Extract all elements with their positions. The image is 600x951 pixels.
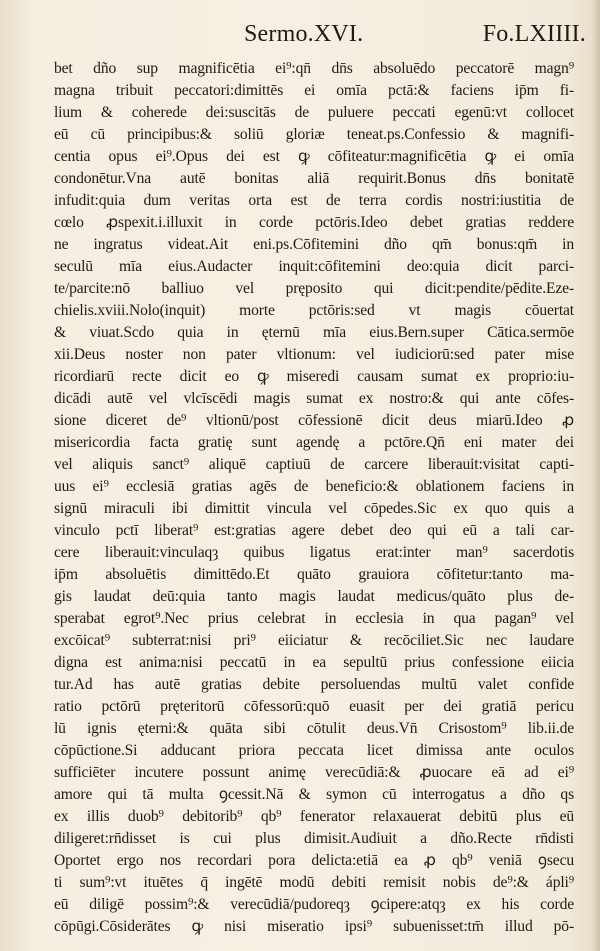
- text-line: lium & coherede dei:suscitās de puluere peccati egenū:vt collocet: [54, 104, 574, 121]
- text-line: vel aliquis sanct⁹ aliquē captiuū de carcere liberauit:visitat capti-: [54, 456, 574, 473]
- text-line: vinculo pctī liberat⁹ est:gratias agere debet deo qui eū a tali car-: [54, 522, 574, 539]
- text-line: magna tribuit peccatori:dimittēs ei omīa pctā:& faciens ip̄m fi-: [54, 82, 574, 99]
- text-line: diligeret:rn̄disset is cui plus dimisit.Audiuit a dño.Recte rn̄disti: [54, 830, 574, 847]
- text-line: amore qui tā multa ꝯcessit.Nā & symon cū interrogatus a dño qs: [54, 786, 574, 803]
- sermon-heading: Sermo.XVI.: [244, 20, 364, 47]
- text-line: cōpūctione.Si adducant priora peccata licet dimissa ante oculos: [54, 742, 574, 759]
- text-line: xii.Deus noster non pater vltionum: vel iudiciorū:sed pater mise: [54, 346, 574, 363]
- text-line: sufficiēter incutere possunt animę verecūdiā:& ꝓuocare eā ad ei⁹: [54, 764, 574, 781]
- page-edge-shadow: [592, 0, 600, 951]
- text-line: sperabat egrot⁹.Nec prius celebrat in ecclesia in qua pagan⁹ vel: [54, 610, 574, 627]
- text-line: sione diceret de⁹ vltionū/post cōfessionē dicit deus miarū.Ideo ꝓ: [54, 412, 574, 429]
- text-line: misericordia facta gratię sunt agendę a pctōre.Qn̄ eni mater dei: [54, 434, 574, 451]
- text-line: ti sum⁹:vt ituētes q̄ ingētē modū debiti remisit nobis de⁹:& ápli⁹: [54, 874, 574, 891]
- text-line: eū diligē possim⁹:& verecūdiā/pudoreqȝ ꝯcipere:atqȝ ex his corde: [54, 896, 574, 913]
- text-line: uus ei⁹ ecclesiā gratias agēs de beneficio:& oblationem faciens in: [54, 478, 574, 495]
- text-line: infudit:quia dum veritas orta est de terra cordis nostri:iustitia de: [54, 192, 574, 209]
- text-line: centia opus ei⁹.Opus dei est ꝙ cōfiteatur:magnificētia ꝙ ei omīa: [54, 148, 574, 165]
- text-line: cōpūgi.Cōsiderātes ꝙ nisi miseratio ipsi⁹ subuenisset:tm̄ illud pō-: [54, 918, 574, 935]
- text-line: ratio pctōrū pręteritorū cōfessorū:quō euasit per dei gratiā pericu: [54, 698, 574, 715]
- text-line: excōicat⁹ subterrat:nisi pri⁹ eiiciatur & recōciliet.Sic nec laudare: [54, 632, 574, 649]
- text-line: tur.Ad has autē gratias debite persoluendas multū valet confide: [54, 676, 574, 693]
- text-block: [54, 58, 574, 938]
- text-line: ne ingratus videat.Ait eni.ps.Cōfitemini dño qm̄ bonus:qm̄ in: [54, 236, 574, 253]
- text-line: ex illis duob⁹ debitorib⁹ qb⁹ fenerator relaxauerat debitū plus eū: [54, 808, 574, 825]
- text-line: lū ignis ęterni:& quāta sibi cōtulit deus.Vn̄ Crisostom⁹ lib.ii.de: [54, 720, 574, 737]
- text-line: te/parcite:nō balliuo vel pręposito qui dicit:pendite/pēdite.Eze-: [54, 280, 574, 297]
- text-line: signū miraculi ibi dimittit vincula vel cōpedes.Sic ex quo quis a: [54, 500, 574, 517]
- text-line: dicādi autē vel vlcīscēdi magis sumat ex nostro:& qui ante cōfes-: [54, 390, 574, 407]
- text-line: chielis.xviii.Nolo(inquit) morte pctōris:sed vt magis cōuertat: [54, 302, 574, 319]
- text-line: ricordiarū recte dicit eo ꝙ miseredi causam sumat ex proprio:iu-: [54, 368, 574, 385]
- text-line: eū cū principibus:& soliū gloriæ teneat.ps.Confessio & magnifi-: [54, 126, 574, 143]
- text-line: digna est anima:nisi peccatū in ea sepultū prius confessione eiicia: [54, 654, 574, 671]
- text-line: bet dño sup magnificētia ei⁹:qn̄ dn̄s absoluēdo peccatorē magn⁹: [54, 60, 574, 77]
- text-line: & viuat.Scdo quia in ęternū mīa eius.Bern.super Cātica.sermōe: [54, 324, 574, 341]
- running-header: [244, 16, 586, 52]
- text-line: gis laudat deū:quia tanto magis laudat medicus/quāto plus de-: [54, 588, 574, 605]
- text-line: condonētur.Vna autē bonitas aliā requirit.Bonus dn̄s bonitatē: [54, 170, 574, 187]
- text-line: seculū mīa eius.Audacter inquit:cōfitemini deo:quia dicit parci-: [54, 258, 574, 275]
- text-line: cere liberauit:vinculaqȝ quibus ligatus erat:inter man⁹ sacerdotis: [54, 544, 574, 561]
- text-line: Oportet ergo nos recordari pora delicta:etiā ea ꝓ qb⁹ veniā ꝯsecu: [54, 852, 574, 869]
- text-line: cœlo ꝓspexit.i.illuxit in corde pctōris.Ideo debet gratias reddere: [54, 214, 574, 231]
- text-line: ip̄m absoluētis dimittēdo.Et quāto grauiora cōfitetur:tanto ma-: [54, 566, 574, 583]
- folio-number: Fo.LXIIII.: [482, 20, 586, 47]
